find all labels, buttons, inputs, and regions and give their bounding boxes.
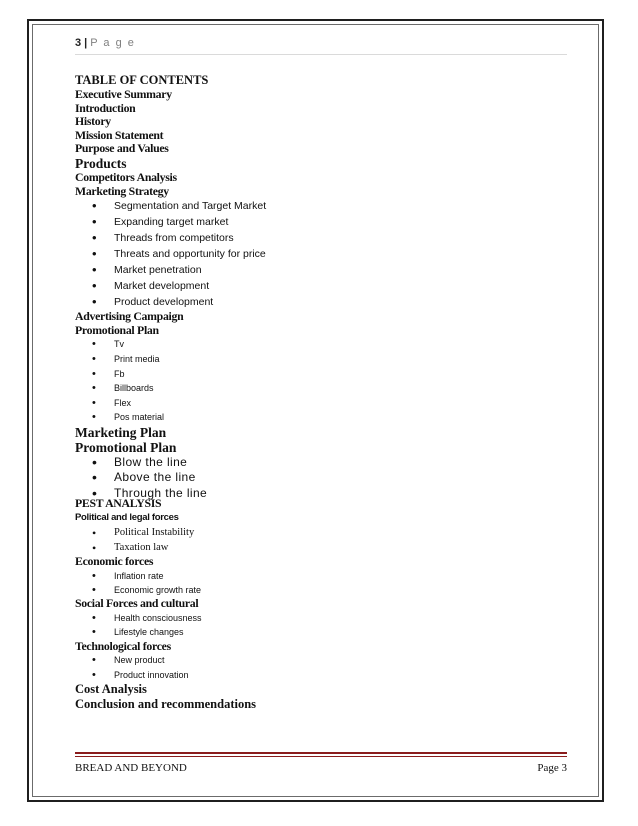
toc-products: Products [75, 155, 127, 171]
tech-list [75, 653, 567, 682]
social-list [75, 611, 567, 640]
media-list [75, 337, 567, 425]
toc-executive-summary: Executive Summary [75, 87, 172, 101]
header-page-number: 3 [75, 37, 82, 49]
list-item: • Tv [75, 337, 567, 352]
header-rule [75, 54, 567, 55]
list-item: • New product [75, 653, 567, 667]
toc-marketing-strategy: Marketing Strategy [75, 183, 169, 198]
list-item: • Through the line [75, 486, 567, 501]
list-item: • Segmentation and Target Market [75, 198, 567, 214]
list-item: • Market development [75, 278, 567, 294]
toc-conclusion: Conclusion and recommendations [75, 697, 257, 712]
footer-rule-thin [75, 756, 567, 757]
list-item: • Product development [75, 294, 567, 310]
list-item: • Print media [75, 352, 567, 367]
toc-pest-analysis: PEST ANALYSIS [75, 495, 162, 510]
list-item: • Billboards [75, 381, 567, 396]
toc-technological-forces: Technological forces [75, 638, 171, 653]
toc-advertising-campaign: Advertising Campaign [75, 309, 184, 324]
toc-cost-analysis: Cost Analysis [75, 682, 147, 697]
toc-mission-statement: Mission Statement [75, 127, 164, 142]
toc-marketing-plan: Marketing Plan [75, 424, 167, 440]
list-item: • Threads from competitors [75, 230, 567, 246]
header-separator: | [84, 37, 88, 49]
toc-political-legal: Political and legal forces [75, 512, 179, 524]
toc-title: TABLE OF CONTENTS [75, 73, 209, 87]
strategy-list [75, 198, 567, 310]
line-list [75, 455, 567, 501]
list-item: • Expanding target market [75, 214, 567, 230]
list-item: • Economic growth rate [75, 583, 567, 597]
list-item: • Inflation rate [75, 569, 567, 583]
toc-competitors-analysis: Competitors Analysis [75, 169, 177, 184]
list-item: • Lifestyle changes [75, 625, 567, 639]
list-item: • Fb [75, 367, 567, 382]
toc-social-forces: Social Forces and cultural [75, 596, 199, 611]
toc-purpose-values: Purpose and Values [75, 141, 169, 156]
toc-introduction: Introduction [75, 100, 136, 115]
list-item: • Blow the line [75, 455, 567, 470]
economic-list [75, 569, 567, 598]
political-list [75, 526, 567, 555]
list-item: • Health consciousness [75, 611, 567, 625]
footer-rule-thick [75, 752, 567, 754]
list-item: • Taxation law [75, 541, 567, 555]
list-item: • Market penetration [75, 262, 567, 278]
footer-page-number: Page 3 [537, 762, 567, 774]
table-of-contents [75, 73, 567, 712]
list-item: • Product innovation [75, 668, 567, 682]
list-item: • Flex [75, 396, 567, 411]
footer-title: BREAD AND BEYOND [75, 762, 187, 774]
list-item: • Political Instability [75, 526, 567, 540]
toc-economic-forces: Economic forces [75, 553, 154, 568]
page-header [75, 37, 135, 49]
list-item: • Pos material [75, 410, 567, 425]
list-item: • Above the line [75, 470, 567, 485]
header-page-word: P a g e [90, 37, 136, 49]
toc-promotional-plan-2: Promotional Plan [75, 439, 177, 455]
toc-promotional-plan-1: Promotional Plan [75, 322, 159, 337]
list-item: • Threats and opportunity for price [75, 246, 567, 262]
toc-history: History [75, 114, 111, 129]
